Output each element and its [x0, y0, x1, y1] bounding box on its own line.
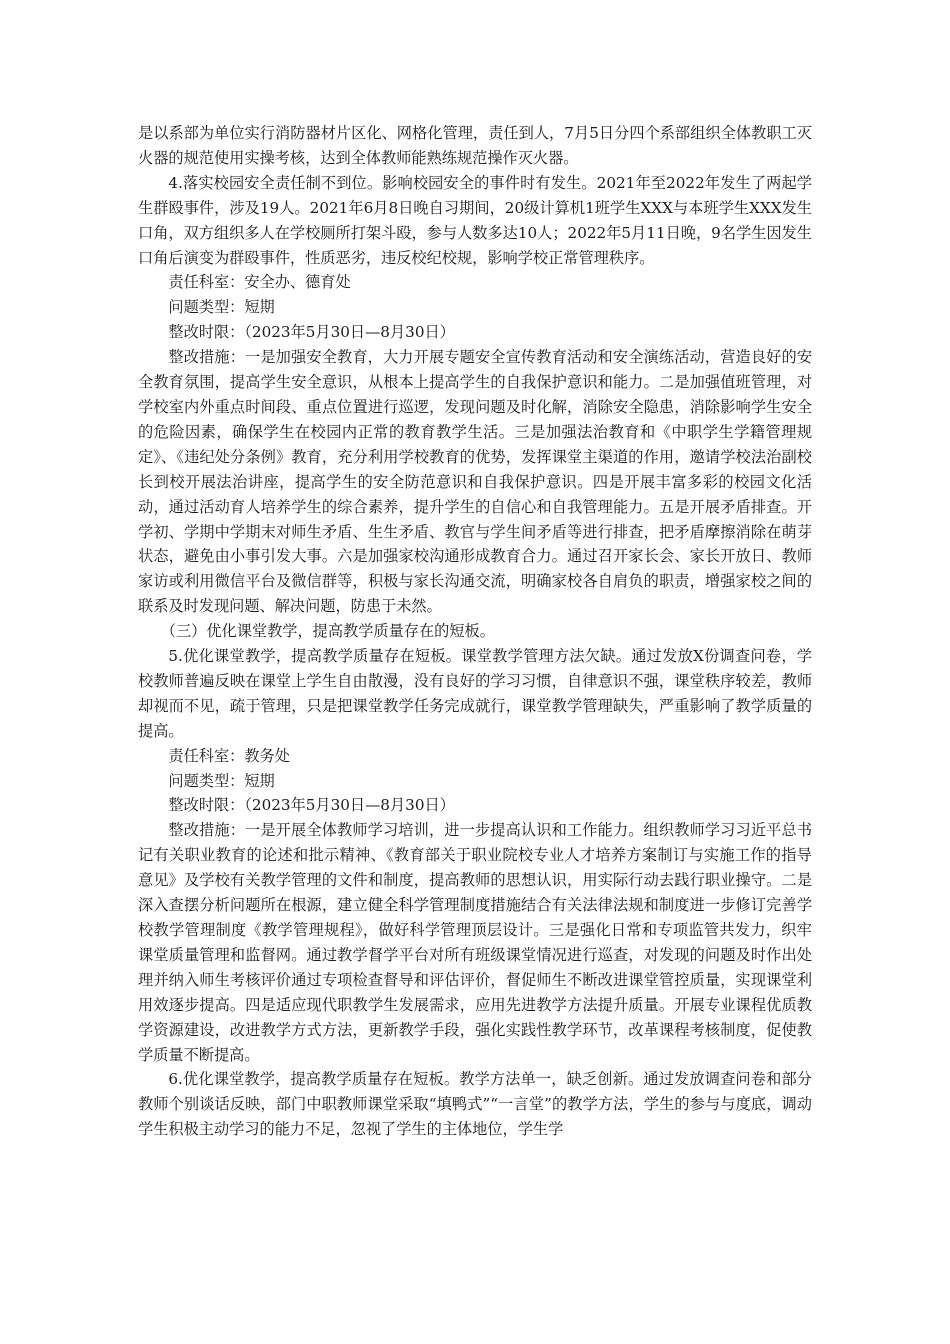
issue-5-deadline: 整改时限：（2023年5月30日—8月30日）	[168, 796, 455, 815]
issue-4-paragraph: 4.落实校园安全责任制不到位。影响校园安全的事件时有发生。2021年至2022年发生了两起学生群殴事件，涉及19人。2021年6月8日晚自习期间，20级计算机1班学生XXX与本班学生XXX发生口角，双方组织多人在学校厕所打架斗殴，参与人数多达10人；2022年5月11日晚，9名学生因发生口角后演变为群殴事件，性质恶劣，违反校纪校规，影响学校正常管理秩序。	[138, 173, 812, 267]
issue-5-responsible-dept: 责任科室：教务处	[168, 746, 290, 765]
issue-6-paragraph: 6.优化课堂教学，提高教学质量存在短板。教学方法单一，缺乏创新。通过发放调查问卷和部分教师个别谈话反映，部门中职教师课堂采取“填鸭式”“一言堂”的教学方法，学生的参与与度底，调动学生积极主动学习的能力不足，忽视了学生的主体地位，学生学	[138, 1070, 812, 1139]
issue-4-problem-type: 问题类型：短期	[168, 298, 275, 317]
issue-4-deadline: 整改时限：（2023年5月30日—8月30日）	[168, 323, 455, 342]
issue-5-problem-type: 问题类型：短期	[168, 771, 275, 790]
issue-5-measures: 整改措施：一是开展全体教师学习培训，进一步提高认识和工作能力。组织教师学习习近平总书记有关职业教育的论述和批示精神、《教育部关于职业院校专业人才培养方案制订与实施工作的指导意见》及学校有关教学管理的文件和制度，提高教师的思想认识，用实际行动去践行职业操守。二是深入查摆分析问题所在根源，建立健全科学管理制度措施结合有关法律法规和制度进一步修订完善学校教学管理制度《教学管理规程》，做好科学管理顶层设计。三是强化日常和专项监管共发力，织牢课堂质量管理和监督网。通过教学督学平台对所有班级课堂情况进行巡查，对发现的问题及时作出处理并纳入师生考核评价通过专项检查督导和评估评价，督促师生不断改进课堂管控质量，实现课堂利用效逐步提高。四是适应现代职教学生发展需求，应用先进教学方法提升质量。开展专业课程优质教学资源建设，改进教学方式方法，更新教学手段，强化实践性教学环节，改革课程考核制度，促使教学质量不断提高。	[138, 821, 812, 1064]
section-3-heading: （三）优化课堂教学，提高教学质量存在的短板。	[160, 622, 495, 641]
document-page	[138, 121, 812, 1142]
paragraph-continuation: 是以系部为单位实行消防器材片区化、网格化管理，责任到人，7月5日分四个系部组织全体教职工灭火器的规范使用实操考核，达到全体教师能熟练规范操作灭火器。	[138, 124, 812, 167]
issue-4-measures: 整改措施：一是加强安全教育，大力开展专题安全宣传教育活动和安全演练活动，营造良好的安全教育氛围，提高学生安全意识，从根本上提高学生的自我保护意识和能力。二是加强值班管理，对学校室内外重点时间段、重点位置进行巡逻，发现问题及时化解，消除安全隐患，消除影响学生安全的危险因素，确保学生在校园内正常的教育教学生活。三是加强法治教育和《中职学生学籍管理规定》、《违纪处分条例》教育，充分利用学校教育的优势，发挥课堂主渠道的作用，邀请学校法治副校长到校开展法治讲座，提高学生的安全防范意识和自我保护意识。四是开展丰富多彩的校园文化活动，通过活动育人培养学生的综合素养，提升学生的自信心和自我管理能力。五是开展矛盾排查。开学初、学期中学期末对师生矛盾、生生矛盾、教官与学生间矛盾等进行排查，把矛盾摩擦消除在萌芽状态，避免由小事引发大事。六是加强家校沟通形成教育合力。通过召开家长会、家长开放日、教师家访或利用微信平台及微信群等，积极与家长沟通交流，明确家校各自肩负的职责，增强家校之间的联系及时发现问题、解决问题，防患于未然。	[138, 348, 812, 616]
issue-4-responsible-dept: 责任科室：安全办、德育处	[168, 273, 351, 292]
issue-5-paragraph: 5.优化课堂教学，提高教学质量存在短板。课堂教学管理方法欠缺。通过发放X份调查问卷，学校教师普遍反映在课堂上学生自由散漫，没有良好的学习习惯，自律意识不强，课堂秩序较差，教师却视而不见，疏于管理，只是把课堂教学任务完成就行，课堂教学管理缺失，严重影响了教学质量的提高。	[138, 647, 812, 740]
